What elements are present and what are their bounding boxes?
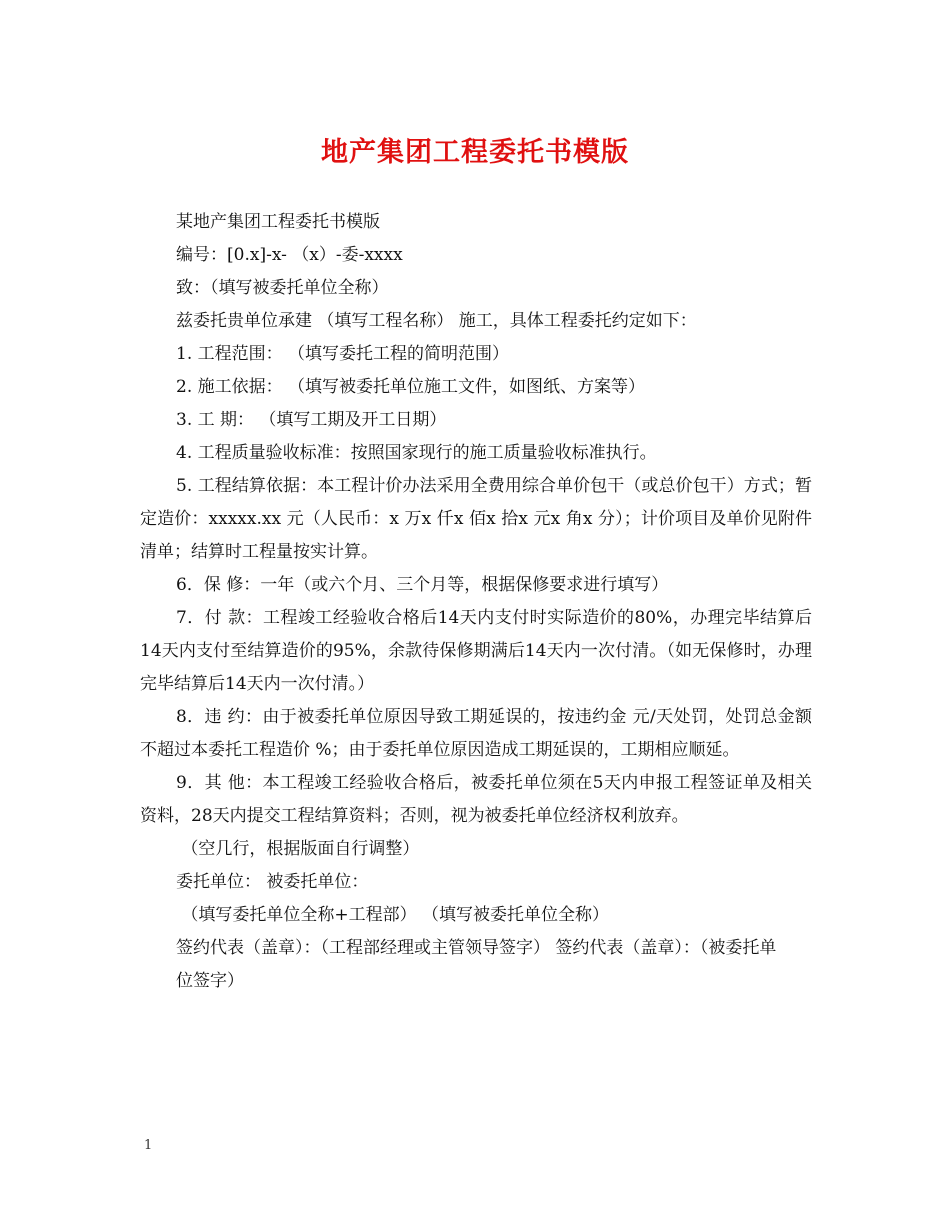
clause-6-warranty: 6．保 修：一年（或六个月、三个月等，根据保修要求进行填写）: [176, 575, 669, 595]
parties-line: 委托单位： 被委托单位：: [176, 872, 369, 892]
signature-line: 签约代表（盖章）：（工程部经理或主管领导签字） 签约代表（盖章）：（被委托单: [176, 938, 777, 958]
doc-heading-line: 某地产集团工程委托书模版: [176, 212, 380, 232]
clause-7-payment: 7．付 款：工程竣工经验收合格后14天内支付时实际造价的80%，办理完毕结算后14天内支付至结算造价的95%，余款待保修期满后14天内一次付清。（如无保修时，办理完毕结算后14天内一次付清。）: [140, 608, 812, 694]
document-title: 地产集团工程委托书模版: [321, 137, 629, 168]
clause-3-period: 3. 工 期： （填写工期及开工日期）: [176, 410, 447, 430]
clause-9-other: 9．其 他：本工程竣工经验收合格后，被委托单位须在5天内申报工程签证单及相关资料，28天内提交工程结算资料；否则，视为被委托单位经济权利放弃。: [140, 773, 812, 826]
doc-intro-paragraph: 兹委托贵单位承建 （填写工程名称） 施工，具体工程委托约定如下：: [176, 311, 697, 331]
clause-5-settlement: 5. 工程结算依据：本工程计价办法采用全费用综合单价包干（或总价包干）方式；暂定造价：xxxxx.xx 元（人民币：x 万x 仟x 佰x 拾x 元x 角x 分）；计价项目及单价见附件清单；结算时工程量按实计算。: [140, 476, 812, 562]
clause-2-basis: 2. 施工依据： （填写被委托单位施工文件，如图纸、方案等）: [176, 377, 646, 397]
parties-names-line: （填写委托单位全称+工程部） （填写被委托单位全称）: [176, 905, 610, 925]
signature-line-continued: 位签字）: [176, 971, 244, 991]
clause-1-scope: 1. 工程范围： （填写委托工程的简明范围）: [176, 344, 510, 364]
blank-lines-note: （空几行，根据版面自行调整）: [176, 839, 420, 859]
page-number: 1: [144, 1138, 153, 1153]
document-body: [140, 206, 812, 998]
doc-recipient-line: 致：（填写被委托单位全称）: [176, 278, 389, 298]
clause-4-quality: 4. 工程质量验收标准：按照国家现行的施工质量验收标准执行。: [176, 443, 657, 463]
doc-number-line: 编号：[0.x]-x- （x）-委-xxxx: [176, 245, 403, 265]
clause-8-breach: 8．违 约：由于被委托单位原因导致工期延误的，按违约金 元/天处罚，处罚总金额不超过本委托工程造价 %；由于委托单位原因造成工期延误的，工期相应顺延。: [140, 707, 812, 760]
